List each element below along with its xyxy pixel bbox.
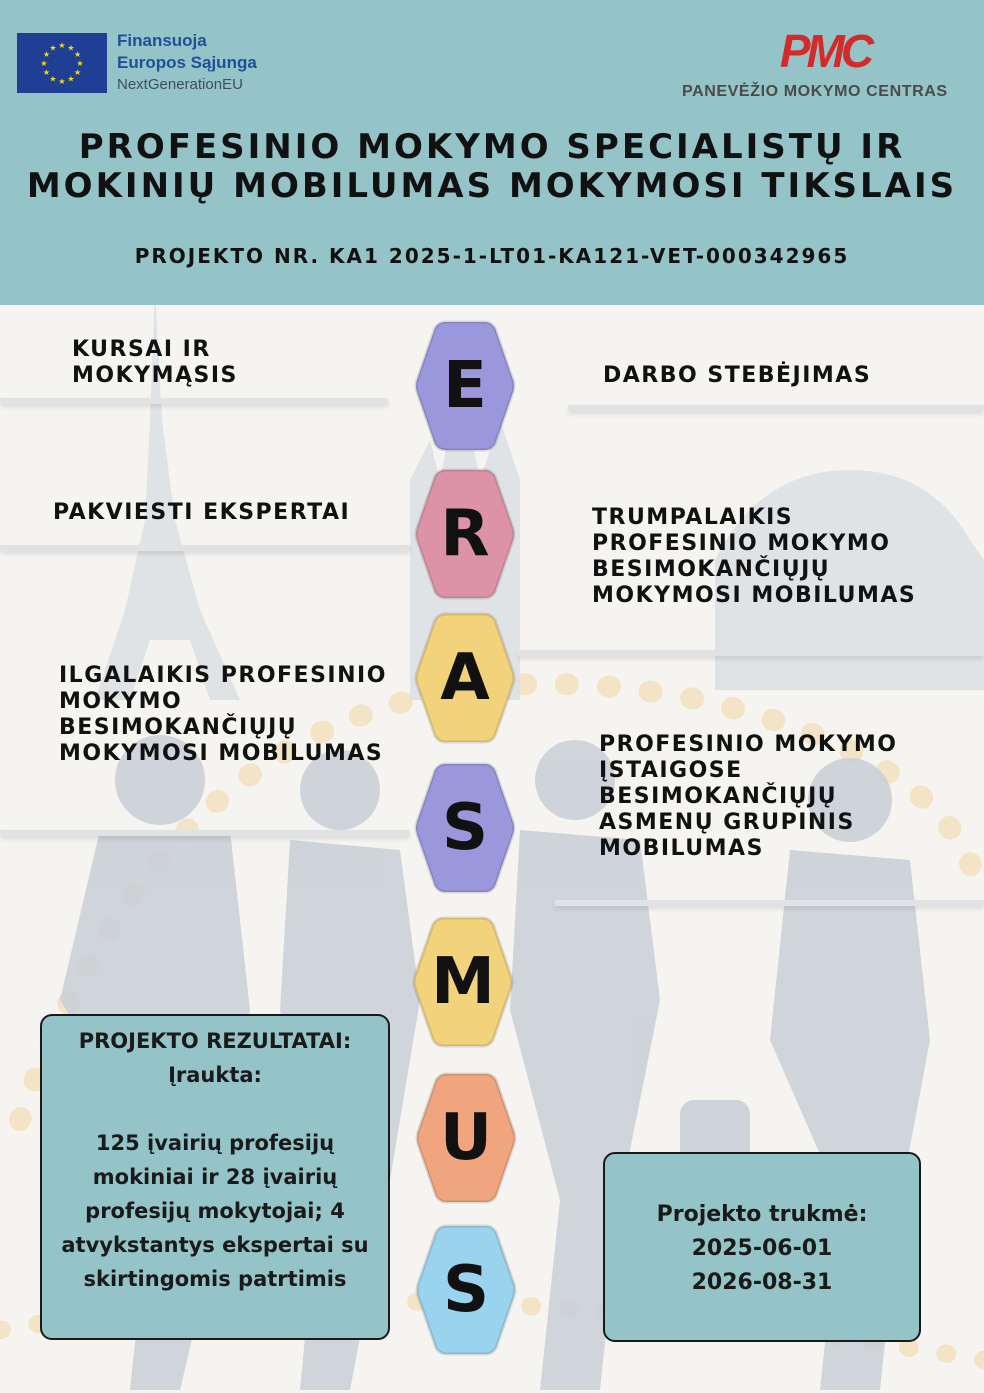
erasmus-letter bbox=[413, 760, 517, 896]
eu-star-icon: ★ bbox=[40, 59, 48, 68]
activity-long-term-mobility: ILGALAIKIS PROFESINIO MOKYMO BESIMOKANČIŲJŲ MOKYMOSI MOBILUMAS bbox=[59, 663, 387, 766]
project-number: PROJEKTO NR. KA1 2025-1-LT01-KA121-VET-000342965 bbox=[134, 244, 850, 268]
erasmus-letter bbox=[413, 610, 517, 746]
organization-name: PANEVĖŽIO MOKYMO CENTRAS bbox=[682, 83, 948, 100]
duration-label: Projekto trukmė: bbox=[656, 1202, 868, 1227]
eu-star-icon: ★ bbox=[49, 74, 57, 84]
activity-job-shadowing: DARBO STEBĖJIMAS bbox=[603, 363, 872, 388]
letter-char: E bbox=[443, 349, 487, 423]
eu-star-icon: ★ bbox=[42, 50, 50, 59]
duration-box bbox=[603, 1152, 921, 1342]
eu-star-icon: ★ bbox=[76, 59, 84, 68]
erasmus-letter bbox=[413, 466, 517, 602]
title-line-2: MOKINIŲ MOBILUMAS MOKYMOSI TIKSLAIS bbox=[26, 166, 958, 206]
title-line-1: PROFESINIO MOKYMO SPECIALISTŲ IR bbox=[78, 127, 906, 167]
activity-short-term-mobility: TRUMPALAIKIS PROFESINIO MOKYMO BESIMOKANČIŲJŲ MOKYMOSI MOBILUMAS bbox=[592, 505, 917, 608]
paper-strip bbox=[0, 545, 410, 551]
page-title bbox=[0, 128, 984, 206]
paper-strip bbox=[0, 830, 410, 836]
eu-line-2: Europos Sąjunga bbox=[117, 53, 257, 72]
paper-strip bbox=[555, 900, 984, 906]
results-box bbox=[40, 1014, 390, 1340]
eu-star-icon: ★ bbox=[58, 77, 66, 86]
duration-end: 2026-08-31 bbox=[691, 1270, 833, 1295]
letter-char: S bbox=[441, 791, 489, 865]
letter-char: R bbox=[440, 497, 490, 571]
eu-flag-icon bbox=[17, 33, 107, 93]
letter-char: M bbox=[431, 945, 495, 1019]
eu-star-icon: ★ bbox=[49, 43, 57, 53]
activity-invited-experts: PAKVIESTI EKSPERTAI bbox=[53, 500, 351, 525]
eu-star-icon: ★ bbox=[67, 74, 75, 84]
pmc-logo-text: PMC bbox=[779, 25, 871, 75]
erasmus-letter bbox=[414, 1222, 518, 1358]
eu-line-3: NextGenerationEU bbox=[117, 76, 243, 93]
results-heading: PROJEKTO REZULTATAI: bbox=[78, 1029, 352, 1053]
eu-line-1: Finansuoja bbox=[117, 31, 207, 50]
results-subheading: Įraukta: bbox=[168, 1063, 262, 1087]
erasmus-letter bbox=[414, 1070, 518, 1206]
eu-star-icon: ★ bbox=[42, 68, 50, 77]
eu-funding-label bbox=[117, 30, 257, 96]
erasmus-letter bbox=[413, 318, 517, 454]
paper-strip bbox=[0, 398, 388, 404]
paper-strip bbox=[568, 405, 984, 411]
duration-start: 2025-06-01 bbox=[691, 1236, 833, 1261]
paper-strip bbox=[518, 650, 984, 656]
eu-star-icon: ★ bbox=[58, 41, 66, 50]
results-body: 125 įvairių profesijų mokiniai ir 28 įvairių profesijų mokytojai; 4 atvykstantys ekspertai su skirtingomis patrtimis bbox=[61, 1131, 369, 1291]
header-band bbox=[0, 0, 984, 305]
pmc-logo bbox=[770, 25, 880, 75]
activity-group-mobility: PROFESINIO MOKYMO ĮSTAIGOSE BESIMOKANČIŲJŲ ASMENŲ GRUPINIS MOBILUMAS bbox=[599, 732, 898, 861]
eu-star-icon: ★ bbox=[67, 43, 75, 53]
letter-char: A bbox=[440, 641, 490, 715]
eu-star-icon: ★ bbox=[74, 50, 82, 59]
activity-courses: KURSAI IR MOKYMĄSIS bbox=[72, 337, 238, 388]
letter-char: U bbox=[440, 1101, 492, 1175]
erasmus-letter bbox=[411, 914, 515, 1050]
letter-char: S bbox=[442, 1253, 490, 1327]
eu-star-icon: ★ bbox=[74, 68, 82, 77]
